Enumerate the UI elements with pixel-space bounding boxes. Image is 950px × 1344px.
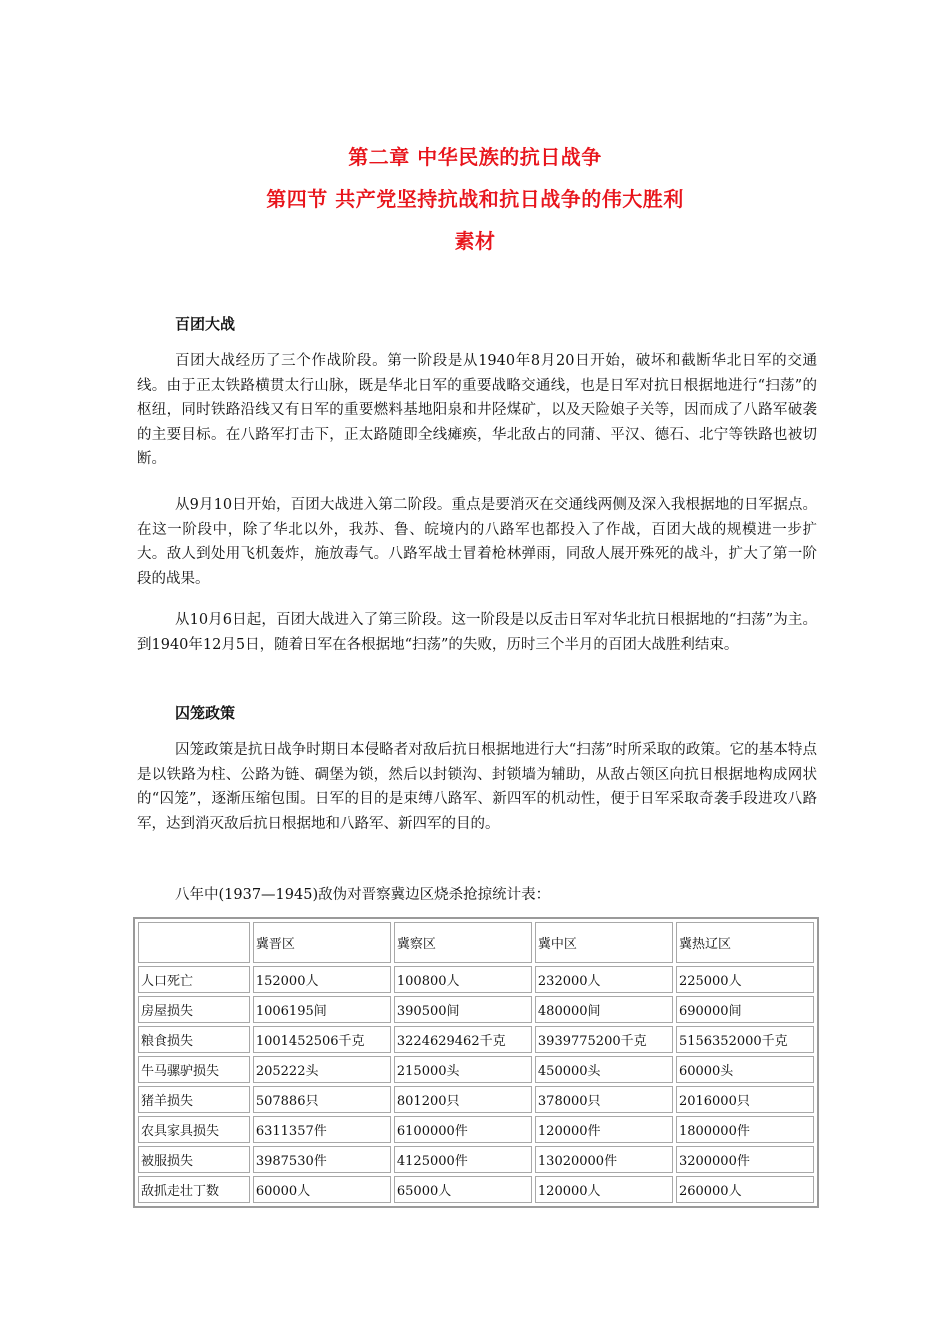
paragraph: 囚笼政策是抗日战争时期日本侵略者对敌后抗日根据地进行大“扫荡”时所采取的政策。它的基本特点是以铁路为柱、公路为链、碉堡为锁，然后以封锁沟、封锁墙为辅助，从敌占领区向抗日根据地构成网状的“囚笼”，逐渐压缩包围。日军的目的是束缚八路军、新四军的机动性，便于日军采取奇袭手段进攻八路军，达到消灭敌后抗日根据地和八路军、新四军的目的。 <box>137 742 817 832</box>
row-label-cell: 敌抓走壮丁数 <box>138 1176 250 1203</box>
table-cell: 260000人 <box>676 1176 814 1203</box>
table-cell: 801200只 <box>394 1086 532 1113</box>
section-heading-baituan: 百团大战 <box>175 315 236 333</box>
paragraph: 从10月6日起，百团大战进入了第三阶段。这一阶段是以反击日军对华北抗日根据地的“扫荡”为主。到1940年12月5日，随着日军在各根据地“扫荡”的失败，历时三个半月的百团大战胜利结束。 <box>137 612 817 653</box>
header-cell <box>138 922 250 963</box>
paragraph: 从9月10日开始，百团大战进入第二阶段。重点是要消灭在交通线两侧及深入我根据地的日军据点。在这一阶段中，除了华北以外，我苏、鲁、皖境内的八路军也都投入了作战，百团大战的规模进一步扩大。敌人到处用飞机轰炸，施放毒气。八路军战士冒着枪林弹雨，同敌人展开殊死的战斗，扩大了第一阶段的战果。 <box>137 497 817 587</box>
header-cell: 冀察区 <box>394 922 532 963</box>
table-cell: 120000件 <box>535 1116 673 1143</box>
header-cell: 冀热辽区 <box>676 922 814 963</box>
chapter-title: 第二章 中华民族的抗日战争 <box>348 145 602 169</box>
section-title: 第四节 共产党坚持抗战和抗日战争的伟大胜利 <box>266 187 684 211</box>
row-label-cell: 猪羊损失 <box>138 1086 250 1113</box>
table-cell: 4125000件 <box>394 1146 532 1173</box>
table-cell: 1800000件 <box>676 1116 814 1143</box>
table-row <box>138 1056 814 1083</box>
table-caption: 八年中(1937—1945)敌伪对晋察冀边区烧杀抢掠统计表： <box>175 887 551 903</box>
row-label-cell: 被服损失 <box>138 1146 250 1173</box>
subtitle: 素材 <box>454 229 496 253</box>
table-cell: 13020000件 <box>535 1146 673 1173</box>
table-cell: 390500间 <box>394 996 532 1023</box>
table-cell: 100800人 <box>394 966 532 993</box>
row-label-cell: 粮食损失 <box>138 1026 250 1053</box>
table-cell: 5156352000千克 <box>676 1026 814 1053</box>
table-cell: 65000人 <box>394 1176 532 1203</box>
table-cell: 152000人 <box>253 966 391 993</box>
table-cell: 507886只 <box>253 1086 391 1113</box>
table-cell: 3224629462千克 <box>394 1026 532 1053</box>
table-cell: 2016000只 <box>676 1086 814 1113</box>
row-label-cell: 房屋损失 <box>138 996 250 1023</box>
table-cell: 3200000件 <box>676 1146 814 1173</box>
table-row <box>138 966 814 993</box>
table-cell: 225000人 <box>676 966 814 993</box>
paragraph: 百团大战经历了三个作战阶段。第一阶段是从1940年8月20日开始，破坏和截断华北日军的交通线。由于正太铁路横贯太行山脉，既是华北日军的重要战略交通线，也是日军对抗日根据地进行“扫荡”的枢纽，同时铁路沿线又有日军的重要燃料基地阳泉和井陉煤矿，以及天险娘子关等，因而成了八路军破袭的主要目标。在八路军打击下，正太路随即全线瘫痪，华北敌占的同蒲、平汉、德石、北宁等铁路也被切断。 <box>137 353 817 467</box>
table-row <box>138 1086 814 1113</box>
table-cell: 1001452506千克 <box>253 1026 391 1053</box>
table-cell: 1006195间 <box>253 996 391 1023</box>
table-row <box>138 1026 814 1053</box>
row-label-cell: 农具家具损失 <box>138 1116 250 1143</box>
table-cell: 205222头 <box>253 1056 391 1083</box>
row-label-cell: 人口死亡 <box>138 966 250 993</box>
table-row <box>138 996 814 1023</box>
statistics-table <box>133 917 819 1208</box>
row-label-cell: 牛马骡驴损失 <box>138 1056 250 1083</box>
table-cell: 480000间 <box>535 996 673 1023</box>
table-cell: 232000人 <box>535 966 673 993</box>
table-row <box>138 1146 814 1173</box>
header-cell: 冀中区 <box>535 922 673 963</box>
table-row <box>138 1176 814 1203</box>
table-cell: 3987530件 <box>253 1146 391 1173</box>
table-cell: 120000人 <box>535 1176 673 1203</box>
table-cell: 6311357件 <box>253 1116 391 1143</box>
table-cell: 3939775200千克 <box>535 1026 673 1053</box>
table-cell: 215000头 <box>394 1056 532 1083</box>
table-cell: 378000只 <box>535 1086 673 1113</box>
section-heading-qiulong: 囚笼政策 <box>175 704 236 722</box>
table-cell: 690000间 <box>676 996 814 1023</box>
table-cell: 60000人 <box>253 1176 391 1203</box>
table-header-row <box>138 922 814 963</box>
header-cell: 冀晋区 <box>253 922 391 963</box>
table-cell: 6100000件 <box>394 1116 532 1143</box>
table-row <box>138 1116 814 1143</box>
table-cell: 450000头 <box>535 1056 673 1083</box>
table-cell: 60000头 <box>676 1056 814 1083</box>
